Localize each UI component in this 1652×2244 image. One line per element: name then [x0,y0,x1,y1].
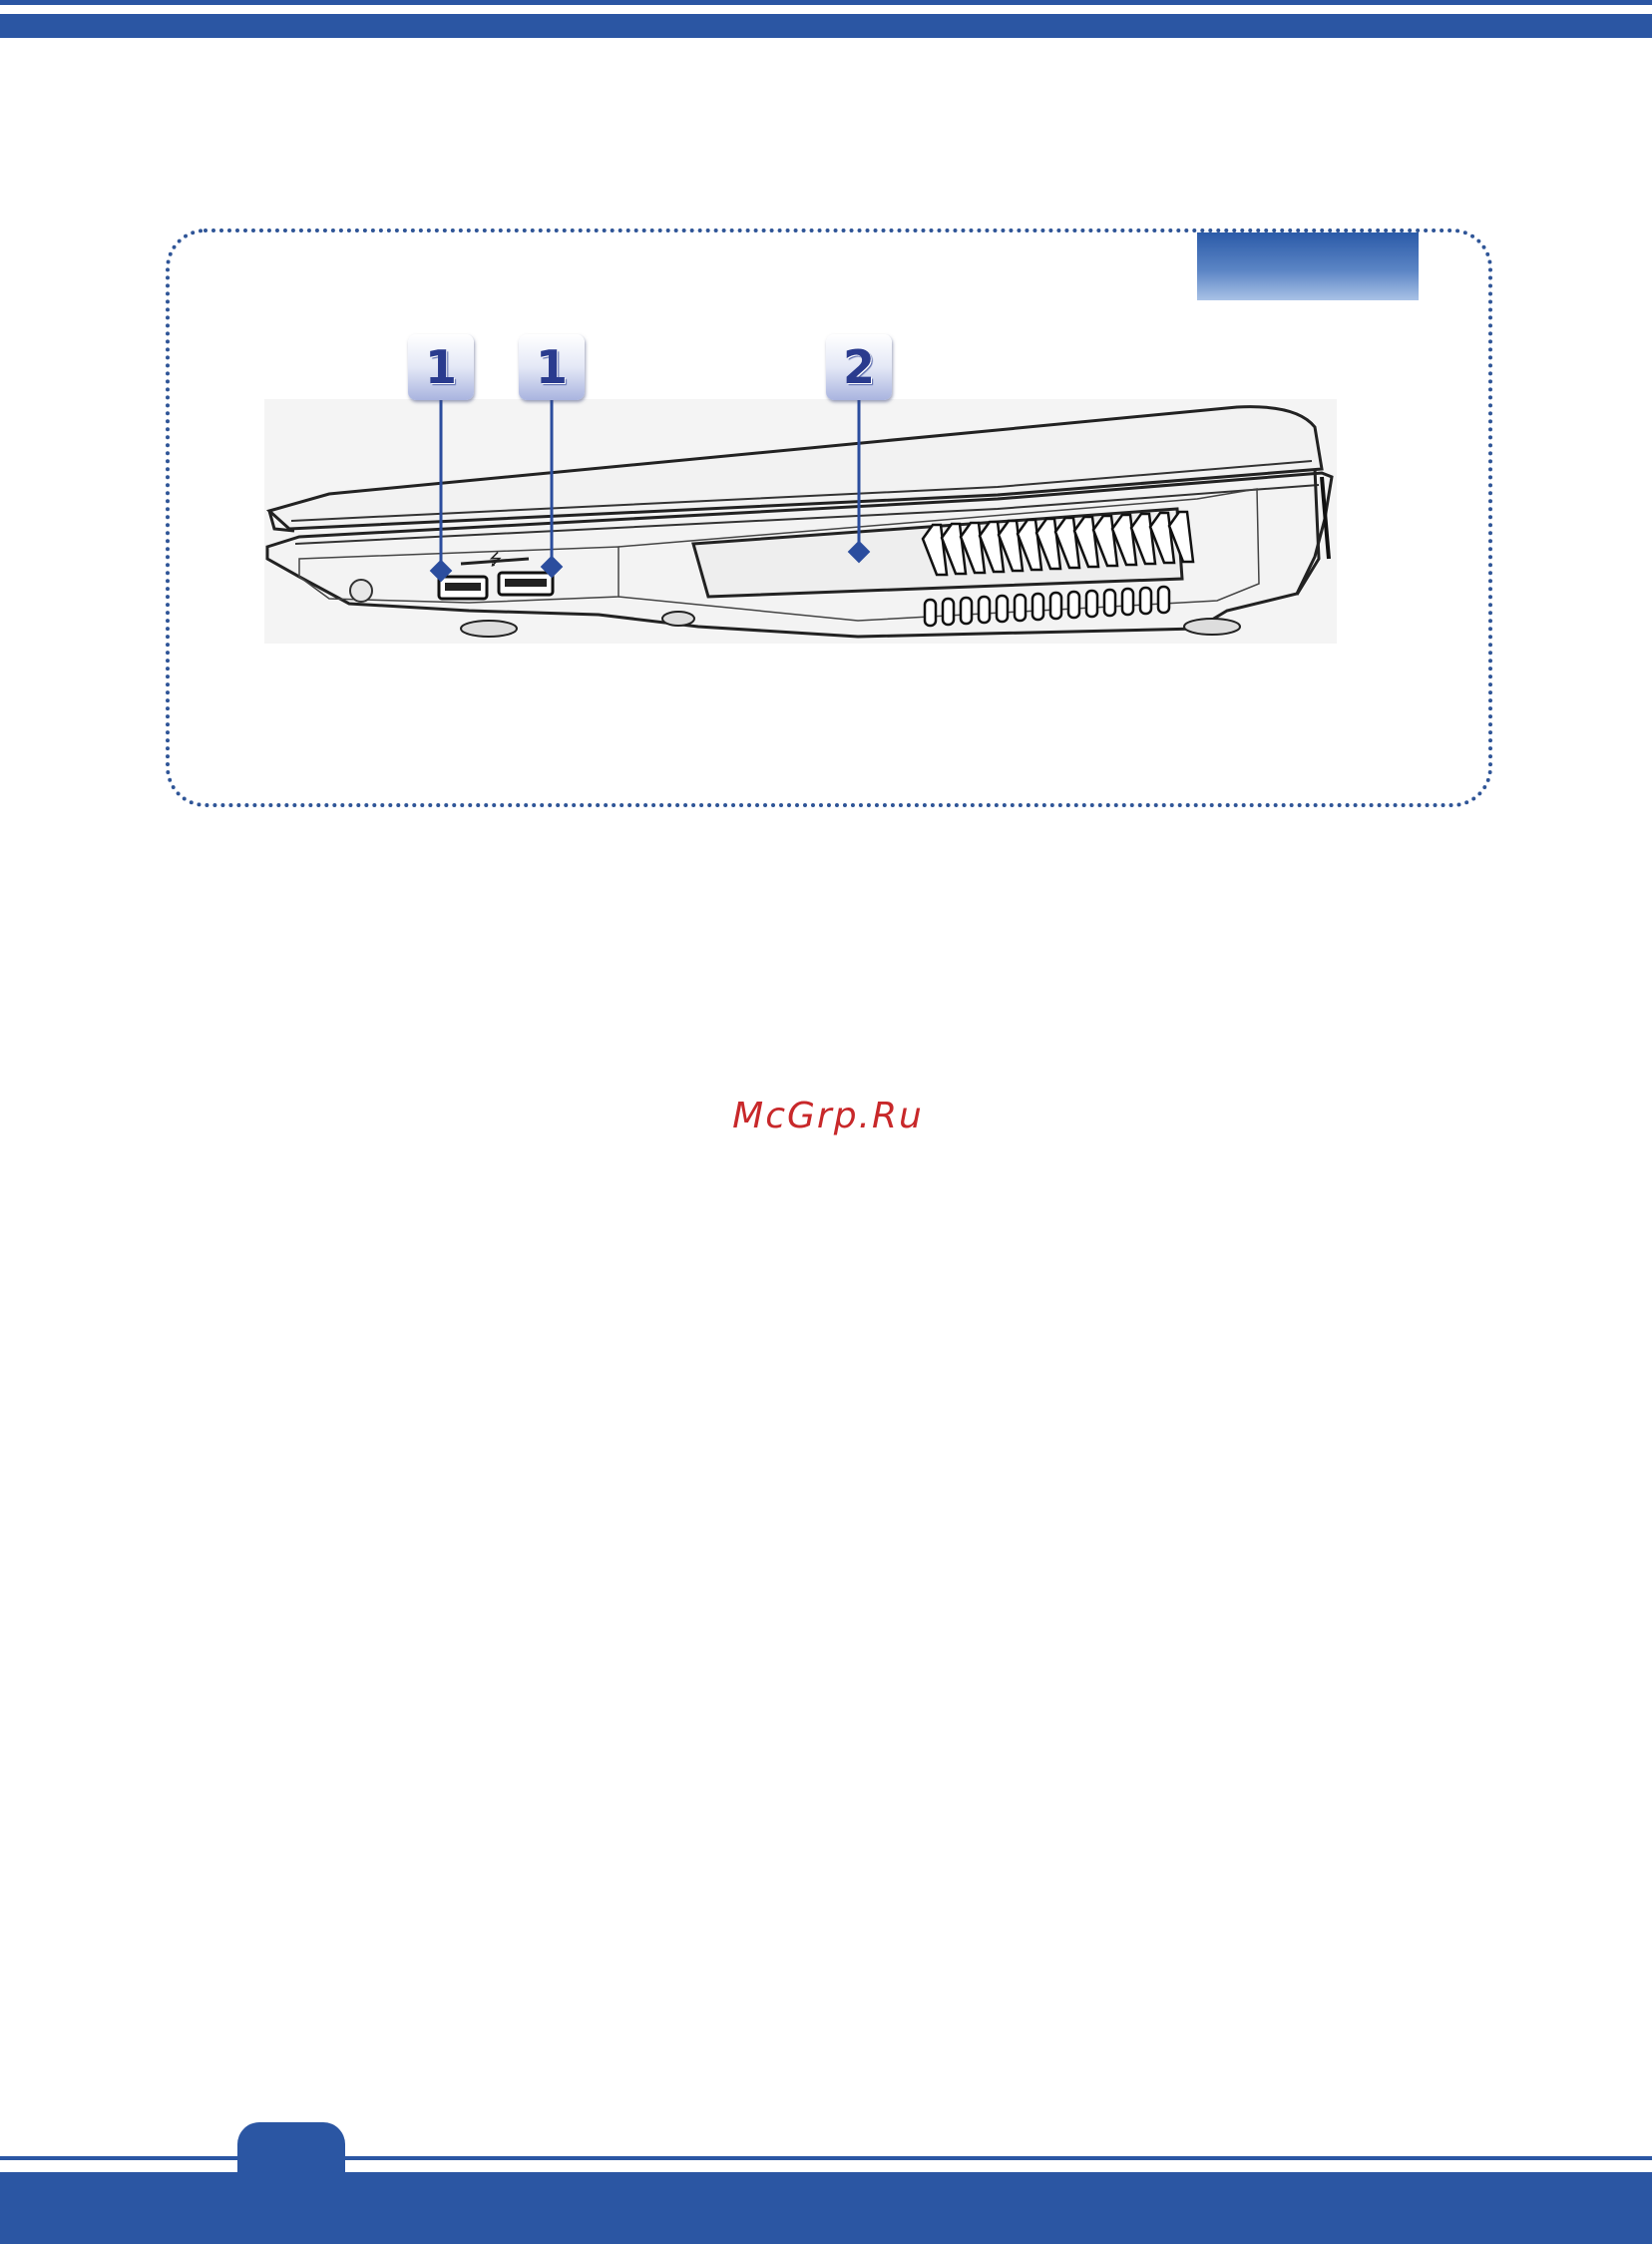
usb-port-left [439,577,487,599]
callout-badge-optical-drive: 2 [826,334,892,400]
watermark-text: McGrp.Ru [732,1096,924,1136]
svg-text:⭍: ⭍ [489,550,503,569]
callout-badge-usb-1: 1 [408,334,474,400]
page-number-tab [237,2122,345,2182]
footer-band [0,2172,1652,2244]
callout-badge-usb-2: 1 [519,334,585,400]
usb-port-right [499,573,553,595]
